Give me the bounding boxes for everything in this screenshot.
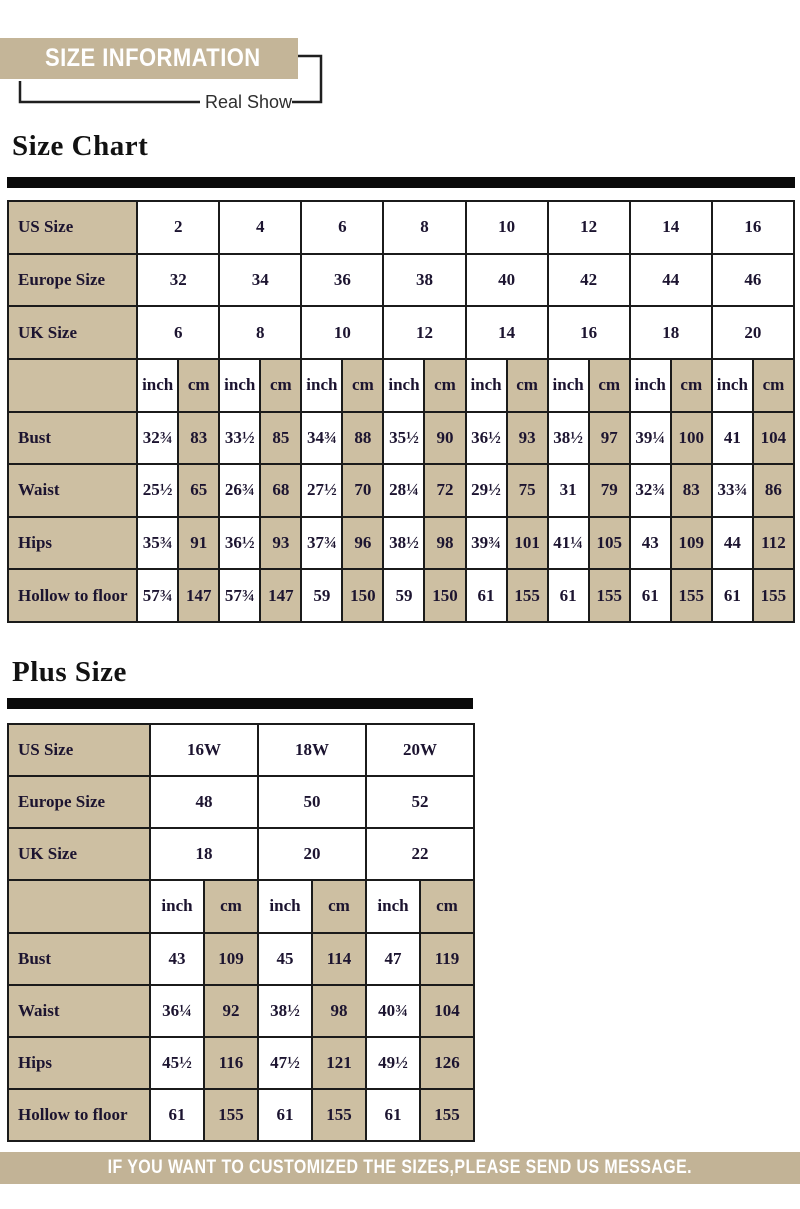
measure-inch-cell: 27½ <box>301 464 342 517</box>
measure-cm-cell: 86 <box>753 464 794 517</box>
measure-cm-cell: 155 <box>671 569 712 622</box>
row-label: US Size <box>8 724 150 776</box>
size-value-cell: 20 <box>258 828 366 880</box>
unit-inch-cell: inch <box>630 359 671 412</box>
table-row <box>8 933 474 985</box>
table-row <box>8 828 474 880</box>
unit-cm-cell: cm <box>671 359 712 412</box>
size-value-cell: 8 <box>383 201 465 254</box>
row-label: Hips <box>8 1037 150 1089</box>
unit-inch-cell: inch <box>712 359 753 412</box>
measure-inch-cell: 41¼ <box>548 517 589 570</box>
size-value-cell: 6 <box>301 201 383 254</box>
measure-cm-cell: 68 <box>260 464 301 517</box>
table-row <box>8 1089 474 1141</box>
plus-size-heading: Plus Size <box>12 656 127 688</box>
measure-cm-cell: 93 <box>507 412 548 465</box>
size-value-cell: 32 <box>137 254 219 307</box>
divider-bar <box>7 177 795 188</box>
measure-cm-cell: 126 <box>420 1037 474 1089</box>
measure-cm-cell: 83 <box>178 412 219 465</box>
measure-cm-cell: 109 <box>204 933 258 985</box>
measure-cm-cell: 70 <box>342 464 383 517</box>
unit-row-spacer <box>8 880 150 932</box>
size-value-cell: 36 <box>301 254 383 307</box>
measure-inch-cell: 45 <box>258 933 312 985</box>
measure-inch-cell: 61 <box>630 569 671 622</box>
measure-inch-cell: 35½ <box>383 412 424 465</box>
size-value-cell: 12 <box>383 306 465 359</box>
measure-inch-cell: 47½ <box>258 1037 312 1089</box>
size-value-cell: 22 <box>366 828 474 880</box>
size-value-cell: 14 <box>466 306 548 359</box>
unit-cm-cell: cm <box>589 359 630 412</box>
size-value-cell: 18 <box>630 306 712 359</box>
measure-inch-cell: 29½ <box>466 464 507 517</box>
measure-inch-cell: 39¼ <box>630 412 671 465</box>
size-value-cell: 42 <box>548 254 630 307</box>
measure-inch-cell: 38½ <box>383 517 424 570</box>
measure-cm-cell: 92 <box>204 985 258 1037</box>
unit-header-row <box>8 880 474 932</box>
size-chart-heading: Size Chart <box>12 130 149 162</box>
unit-inch-cell: inch <box>150 880 204 932</box>
unit-cm-cell: cm <box>342 359 383 412</box>
unit-inch-cell: inch <box>548 359 589 412</box>
measure-inch-cell: 36½ <box>466 412 507 465</box>
plus-size-table <box>7 723 475 1142</box>
unit-inch-cell: inch <box>466 359 507 412</box>
measure-cm-cell: 155 <box>589 569 630 622</box>
row-label: UK Size <box>8 306 137 359</box>
unit-cm-cell: cm <box>204 880 258 932</box>
measure-cm-cell: 85 <box>260 412 301 465</box>
measure-inch-cell: 34¾ <box>301 412 342 465</box>
measure-cm-cell: 98 <box>424 517 465 570</box>
table-row <box>8 464 794 517</box>
measure-inch-cell: 32¾ <box>630 464 671 517</box>
measure-cm-cell: 155 <box>420 1089 474 1141</box>
size-value-cell: 44 <box>630 254 712 307</box>
table-row <box>8 985 474 1037</box>
size-value-cell: 50 <box>258 776 366 828</box>
row-label: Hips <box>8 517 137 570</box>
size-value-cell: 16W <box>150 724 258 776</box>
table-row <box>8 254 794 307</box>
table-row <box>8 412 794 465</box>
measure-cm-cell: 109 <box>671 517 712 570</box>
unit-header-row <box>8 359 794 412</box>
measure-inch-cell: 61 <box>258 1089 312 1141</box>
measure-cm-cell: 98 <box>312 985 366 1037</box>
measure-inch-cell: 43 <box>150 933 204 985</box>
divider-bar <box>7 698 473 709</box>
unit-cm-cell: cm <box>178 359 219 412</box>
unit-inch-cell: inch <box>301 359 342 412</box>
measure-inch-cell: 25½ <box>137 464 178 517</box>
measure-cm-cell: 155 <box>507 569 548 622</box>
row-label: Europe Size <box>8 254 137 307</box>
measure-inch-cell: 38½ <box>548 412 589 465</box>
measure-cm-cell: 90 <box>424 412 465 465</box>
measure-inch-cell: 47 <box>366 933 420 985</box>
size-value-cell: 20W <box>366 724 474 776</box>
measure-cm-cell: 116 <box>204 1037 258 1089</box>
footer-message-bar <box>0 1152 800 1184</box>
measure-cm-cell: 101 <box>507 517 548 570</box>
size-value-cell: 38 <box>383 254 465 307</box>
size-value-cell: 52 <box>366 776 474 828</box>
measure-cm-cell: 147 <box>178 569 219 622</box>
measure-cm-cell: 93 <box>260 517 301 570</box>
measure-cm-cell: 150 <box>342 569 383 622</box>
row-label: US Size <box>8 201 137 254</box>
footer-message: IF YOU WANT TO CUSTOMIZED THE SIZES,PLEASE SEND US MESSAGE. <box>107 1157 693 1178</box>
row-label: UK Size <box>8 828 150 880</box>
size-value-cell: 14 <box>630 201 712 254</box>
measure-cm-cell: 88 <box>342 412 383 465</box>
measure-inch-cell: 57¾ <box>137 569 178 622</box>
measure-cm-cell: 155 <box>204 1089 258 1141</box>
measure-inch-cell: 32¾ <box>137 412 178 465</box>
size-value-cell: 46 <box>712 254 794 307</box>
measure-inch-cell: 59 <box>383 569 424 622</box>
real-show-label: Real Show <box>205 92 293 112</box>
measure-inch-cell: 26¾ <box>219 464 260 517</box>
table-row <box>8 776 474 828</box>
row-label: Waist <box>8 985 150 1037</box>
measure-cm-cell: 72 <box>424 464 465 517</box>
table-row <box>8 1037 474 1089</box>
measure-cm-cell: 121 <box>312 1037 366 1089</box>
measure-inch-cell: 33½ <box>219 412 260 465</box>
measure-cm-cell: 104 <box>753 412 794 465</box>
measure-inch-cell: 36½ <box>219 517 260 570</box>
table-row <box>8 201 794 254</box>
measure-inch-cell: 61 <box>548 569 589 622</box>
measure-inch-cell: 61 <box>712 569 753 622</box>
measure-inch-cell: 37¾ <box>301 517 342 570</box>
unit-cm-cell: cm <box>753 359 794 412</box>
size-value-cell: 6 <box>137 306 219 359</box>
measure-cm-cell: 100 <box>671 412 712 465</box>
size-value-cell: 48 <box>150 776 258 828</box>
measure-inch-cell: 61 <box>366 1089 420 1141</box>
measure-cm-cell: 155 <box>312 1089 366 1141</box>
measure-inch-cell: 61 <box>466 569 507 622</box>
measure-inch-cell: 41 <box>712 412 753 465</box>
size-value-cell: 10 <box>301 306 383 359</box>
size-value-cell: 34 <box>219 254 301 307</box>
measure-cm-cell: 155 <box>753 569 794 622</box>
measure-inch-cell: 36¼ <box>150 985 204 1037</box>
size-chart-table <box>7 200 795 623</box>
measure-inch-cell: 39¾ <box>466 517 507 570</box>
row-label: Hollow to floor <box>8 1089 150 1141</box>
size-value-cell: 18W <box>258 724 366 776</box>
row-label: Europe Size <box>8 776 150 828</box>
size-value-cell: 8 <box>219 306 301 359</box>
measure-cm-cell: 79 <box>589 464 630 517</box>
unit-row-spacer <box>8 359 137 412</box>
measure-inch-cell: 38½ <box>258 985 312 1037</box>
measure-inch-cell: 43 <box>630 517 671 570</box>
measure-cm-cell: 75 <box>507 464 548 517</box>
measure-cm-cell: 104 <box>420 985 474 1037</box>
measure-cm-cell: 105 <box>589 517 630 570</box>
unit-cm-cell: cm <box>260 359 301 412</box>
measure-inch-cell: 49½ <box>366 1037 420 1089</box>
unit-inch-cell: inch <box>137 359 178 412</box>
measure-inch-cell: 57¾ <box>219 569 260 622</box>
measure-inch-cell: 31 <box>548 464 589 517</box>
size-value-cell: 4 <box>219 201 301 254</box>
size-value-cell: 10 <box>466 201 548 254</box>
table-row <box>8 517 794 570</box>
measure-inch-cell: 45½ <box>150 1037 204 1089</box>
measure-cm-cell: 150 <box>424 569 465 622</box>
size-value-cell: 2 <box>137 201 219 254</box>
table-row <box>8 569 794 622</box>
table-row <box>8 306 794 359</box>
measure-cm-cell: 97 <box>589 412 630 465</box>
measure-inch-cell: 35¾ <box>137 517 178 570</box>
unit-inch-cell: inch <box>258 880 312 932</box>
row-label: Waist <box>8 464 137 517</box>
unit-inch-cell: inch <box>219 359 260 412</box>
measure-cm-cell: 91 <box>178 517 219 570</box>
row-label: Hollow to floor <box>8 569 137 622</box>
size-value-cell: 40 <box>466 254 548 307</box>
measure-cm-cell: 65 <box>178 464 219 517</box>
size-information-banner <box>0 38 298 79</box>
measure-cm-cell: 96 <box>342 517 383 570</box>
unit-cm-cell: cm <box>507 359 548 412</box>
row-label: Bust <box>8 412 137 465</box>
measure-inch-cell: 28¼ <box>383 464 424 517</box>
size-value-cell: 16 <box>548 306 630 359</box>
unit-inch-cell: inch <box>366 880 420 932</box>
measure-inch-cell: 61 <box>150 1089 204 1141</box>
size-value-cell: 16 <box>712 201 794 254</box>
measure-inch-cell: 44 <box>712 517 753 570</box>
banner-title: SIZE INFORMATION <box>45 44 261 72</box>
measure-cm-cell: 119 <box>420 933 474 985</box>
unit-cm-cell: cm <box>420 880 474 932</box>
measure-cm-cell: 83 <box>671 464 712 517</box>
measure-cm-cell: 112 <box>753 517 794 570</box>
measure-inch-cell: 59 <box>301 569 342 622</box>
unit-inch-cell: inch <box>383 359 424 412</box>
size-value-cell: 20 <box>712 306 794 359</box>
unit-cm-cell: cm <box>424 359 465 412</box>
size-value-cell: 18 <box>150 828 258 880</box>
measure-inch-cell: 40¾ <box>366 985 420 1037</box>
size-value-cell: 12 <box>548 201 630 254</box>
unit-cm-cell: cm <box>312 880 366 932</box>
measure-cm-cell: 114 <box>312 933 366 985</box>
measure-inch-cell: 33¾ <box>712 464 753 517</box>
row-label: Bust <box>8 933 150 985</box>
table-row <box>8 724 474 776</box>
measure-cm-cell: 147 <box>260 569 301 622</box>
